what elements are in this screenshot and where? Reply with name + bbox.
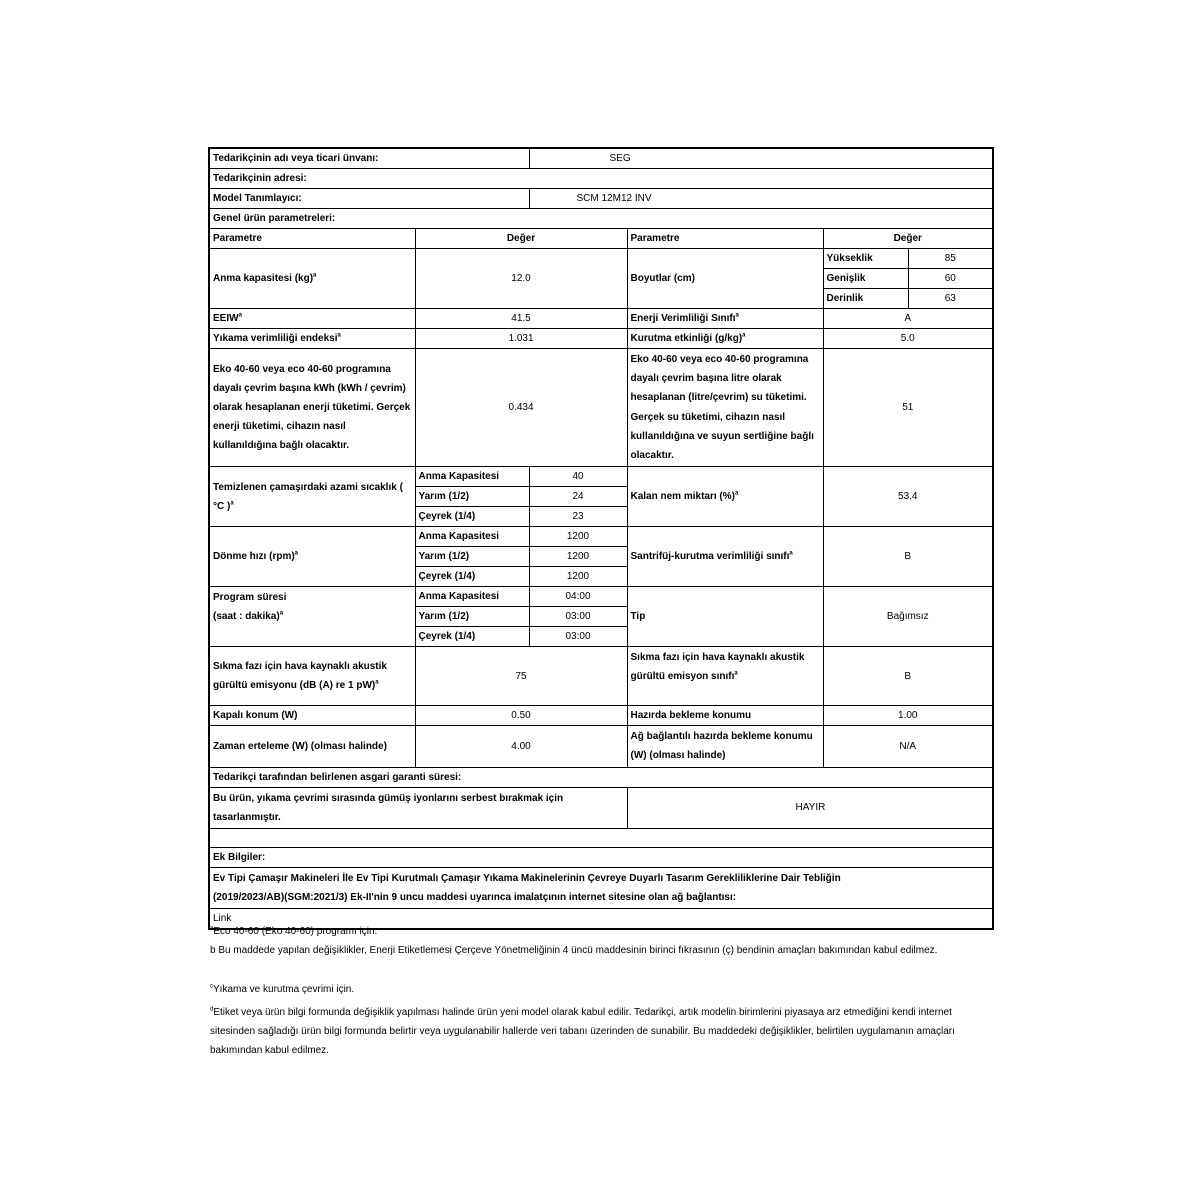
- height-label: Yükseklik: [823, 249, 908, 269]
- width-label: Genişlik: [823, 269, 908, 289]
- table-row: [209, 329, 993, 349]
- quarter-label: Çeyrek (1/4): [415, 507, 529, 527]
- table-row: [209, 706, 993, 726]
- program-duration-full: 04:00: [529, 587, 627, 607]
- param-header: Parametre: [627, 229, 823, 249]
- table-row: [209, 647, 993, 706]
- depth-value: 63: [908, 289, 993, 309]
- empty-row: [209, 829, 993, 848]
- moisture-label: Kalan nem miktarı (%)$^a$: [627, 467, 823, 527]
- eeiw-label: EEIW$^a$: [209, 309, 415, 329]
- value-header: Değer: [823, 229, 993, 249]
- table-row: [209, 587, 993, 607]
- table-row: [209, 189, 993, 209]
- table-row: [209, 848, 993, 868]
- wash-index-label: Yıkama verimliliği endeksi$^a$: [209, 329, 415, 349]
- model-label: Model Tanımlayıcı:: [209, 189, 529, 209]
- program-duration-quarter: 03:00: [529, 627, 627, 647]
- type-value: Bağımsız: [823, 587, 993, 647]
- width-value: 60: [908, 269, 993, 289]
- moisture-value: 53.4: [823, 467, 993, 527]
- depth-label: Derinlik: [823, 289, 908, 309]
- full-capacity-label: Anma Kapasitesi: [415, 587, 529, 607]
- warranty-label: Tedarikçi tarafından belirlenen asgari garanti süresi:: [209, 767, 993, 787]
- program-duration-label: Program süresi (saat : dakika)$^a$: [209, 587, 415, 647]
- network-standby-value: N/A: [823, 726, 993, 767]
- energy-class-label: Enerji Verimliliği Sınıfı$^a$: [627, 309, 823, 329]
- max-temperature-label: Temizlenen çamaşırdaki azami sıcaklık ( °C )$^a$: [209, 467, 415, 527]
- table-row: [209, 527, 993, 547]
- product-info-table: [208, 147, 994, 930]
- spin-speed-label: Dönme hızı (rpm)$^a$: [209, 527, 415, 587]
- spin-class-value: B: [823, 527, 993, 587]
- table-row: [209, 868, 993, 909]
- regulation-text: Ev Tipi Çamaşır Makineleri İle Ev Tipi Kurutmalı Çamaşır Yıkama Makinelerinin Çevreye Duyarlı Tasarım Gerekliliklerine Dair Tebliğin (2019/2023/AB)(SGM:2021/3) Ek-II'nin 9 uncu maddesi uyarınca imalatçının internet sitesine olan ağ bağlantısı:: [209, 868, 993, 909]
- footnote-c: $^c$Yıkama ve kurutma çevrimi için.: [210, 983, 355, 995]
- supplier-name-value: SEG: [529, 148, 993, 169]
- spin-speed-half: 1200: [529, 547, 627, 567]
- delay-start-label: Zaman erteleme (W) (olması halinde): [209, 726, 415, 767]
- silver-ions-label: Bu ürün, yıkama çevrimi sırasında gümüş iyonlarını serbest bırakmak için tasarlanmıştır.: [209, 787, 627, 828]
- table-row: [209, 148, 993, 169]
- footnote-b: b Bu maddede yapılan değişiklikler, Enerji Etiketlemesi Çerçeve Yönetmeliğinin 4 üncü maddesinin birinci fıkrasının (ç) bendinin amaçları bakımından kabul edilmez.: [210, 945, 938, 956]
- model-value: SCM 12M12 INV: [529, 189, 993, 209]
- noise-class-value: B: [823, 647, 993, 706]
- half-label: Yarım (1/2): [415, 607, 529, 627]
- drying-efficiency-value: 5.0: [823, 329, 993, 349]
- noise-class-label: Sıkma fazı için hava kaynaklı akustik gürültü emisyon sınıfı$^a$: [627, 647, 823, 706]
- table-row: [209, 726, 993, 767]
- drying-efficiency-label: Kurutma etkinliği $(g/kg)^a$: [627, 329, 823, 349]
- table-row: [209, 467, 993, 487]
- extra-info-label: Ek Bilgiler:: [209, 848, 993, 868]
- spin-speed-full: 1200: [529, 527, 627, 547]
- table-row: [209, 767, 993, 787]
- noise-emission-label: Sıkma fazı için hava kaynaklı akustik gürültü emisyonu (dB (A) re 1 pW)$^a$: [209, 647, 415, 706]
- max-temperature-quarter: 23: [529, 507, 627, 527]
- delay-start-value: 4.00: [415, 726, 627, 767]
- supplier-address-label: Tedarikçinin adresi:: [209, 169, 993, 189]
- type-label: Tip: [627, 587, 823, 647]
- value-header: Değer: [415, 229, 627, 249]
- half-label: Yarım (1/2): [415, 487, 529, 507]
- water-consumption-label: Eko 40-60 veya eco 40-60 programına dayalı çevrim başına litre olarak hesaplanan (litre/çevrim) su tüketimi. Gerçek su tüketimi, cihazın nasıl kullanıldığına ve suyun sertliğine bağlı olacaktır.: [627, 349, 823, 467]
- height-value: 85: [908, 249, 993, 269]
- standby-label: Hazırda bekleme konumu: [627, 706, 823, 726]
- full-capacity-label: Anma Kapasitesi: [415, 467, 529, 487]
- off-mode-value: 0.50: [415, 706, 627, 726]
- half-label: Yarım (1/2): [415, 547, 529, 567]
- table-row: [209, 349, 993, 467]
- dimensions-label: Boyutlar (cm): [627, 249, 823, 309]
- energy-consumption-label: Eko 40-60 veya eco 40-60 programına dayalı çevrim başına kWh (kWh / çevrim) olarak hesaplanan enerji tüketimi. Gerçek enerji tüketimi, cihazın nasıl kullanıldığına bağlı olacaktır.: [209, 349, 415, 467]
- full-capacity-label: Anma Kapasitesi: [415, 527, 529, 547]
- table-row: [209, 829, 993, 848]
- footnote-a: $^a$Eco 40-60 (Eko 40-60) programı için.: [210, 925, 378, 937]
- noise-emission-value: 75: [415, 647, 627, 706]
- network-standby-label: Ağ bağlantılı hazırda bekleme konumu (W) (olması halinde): [627, 726, 823, 767]
- silver-ions-value: HAYIR: [627, 787, 993, 828]
- quarter-label: Çeyrek (1/4): [415, 567, 529, 587]
- spin-speed-quarter: 1200: [529, 567, 627, 587]
- quarter-label: Çeyrek (1/4): [415, 627, 529, 647]
- eeiw-value: 41.5: [415, 309, 627, 329]
- footnote-d: $^d$Etiket veya ürün bilgi formunda değişiklik yapılması halinde ürün yeni model olarak kabul edilir. Tedarikçi, artık modelin birimlerini piyasaya arz etmediğini kendi internet sitesinden sağladığı ürün bilgi formunda belirtir veya uygulanabilir hallerde veri tabanı üzerinden de sunabilir. Bu maddedeki değişiklikler, belirtilen uygulamanın amaçları bakımından kabul edilmez.: [210, 1006, 955, 1056]
- rated-capacity-value: 12.0: [415, 249, 627, 309]
- program-duration-half: 03:00: [529, 607, 627, 627]
- supplier-name-label: Tedarikçinin adı veya ticari ünvanı:: [209, 148, 529, 169]
- footnotes: [210, 922, 990, 1060]
- table-row: [209, 209, 993, 229]
- wash-index-value: 1.031: [415, 329, 627, 349]
- table-row: [209, 169, 993, 189]
- table-row: [209, 787, 993, 828]
- table-row: [209, 249, 993, 269]
- table-row: [209, 309, 993, 329]
- max-temperature-full: 40: [529, 467, 627, 487]
- general-params-label: Genel ürün parametreleri:: [209, 209, 993, 229]
- energy-class-value: A: [823, 309, 993, 329]
- water-consumption-value: 51: [823, 349, 993, 467]
- standby-value: 1.00: [823, 706, 993, 726]
- rated-capacity-label: Anma kapasitesi (kg)$^a$: [209, 249, 415, 309]
- website-link[interactable]: Link: [213, 913, 232, 925]
- param-header: Parametre: [209, 229, 415, 249]
- table-row: [209, 229, 993, 249]
- energy-consumption-value: 0.434: [415, 349, 627, 467]
- off-mode-label: Kapalı konum (W): [209, 706, 415, 726]
- max-temperature-half: 24: [529, 487, 627, 507]
- spin-class-label: Santrifüj-kurutma verimliliği sınıfı$^a$: [627, 527, 823, 587]
